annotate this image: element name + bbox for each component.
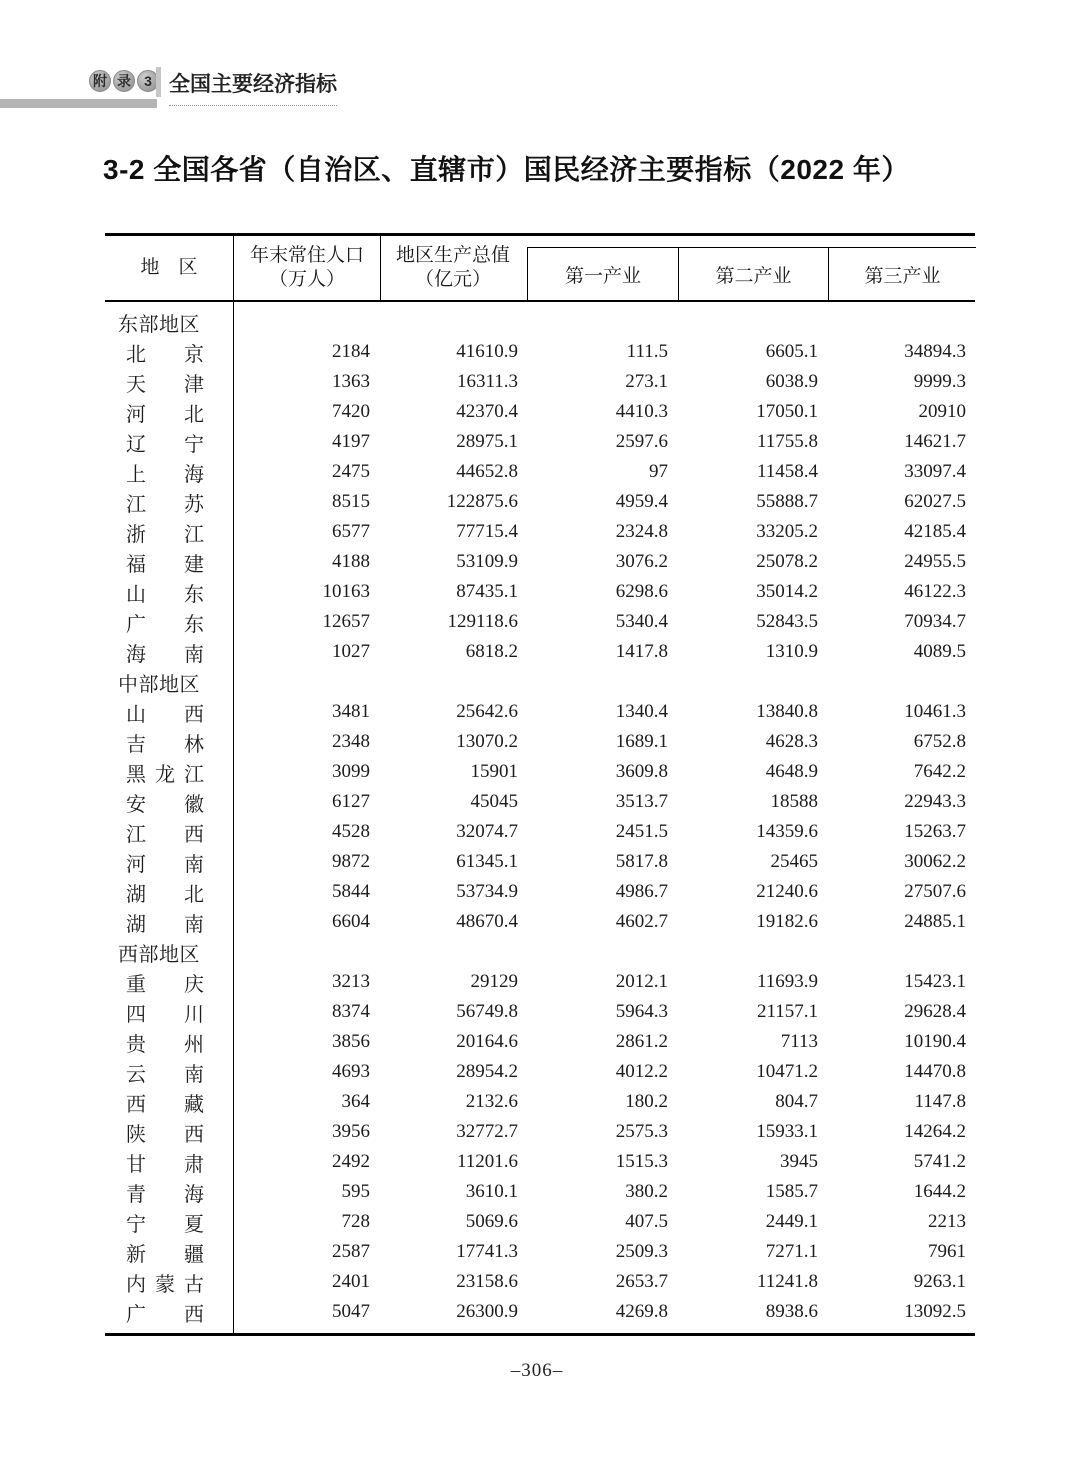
- region-label: 江西: [126, 823, 204, 846]
- value-cell: 5069.6: [465, 1211, 518, 1232]
- region-cell: [105, 1268, 233, 1297]
- table-header: [105, 233, 975, 302]
- column-header-unit: （万人）: [268, 269, 345, 290]
- region-cell: [105, 1238, 233, 1267]
- value-cell: 20164.6: [456, 1031, 518, 1052]
- region-cell: [105, 338, 233, 367]
- value-cell: 2451.5: [615, 821, 668, 842]
- value-cell: 55888.7: [756, 491, 818, 512]
- value-cell: 5047: [332, 1301, 370, 1322]
- industry-subheader-group: [527, 247, 976, 300]
- region-cell: [105, 458, 233, 487]
- region-label: 甘肃: [126, 1153, 204, 1176]
- value-cell: 122875.6: [446, 491, 518, 512]
- value-cell: 407.5: [625, 1211, 668, 1232]
- column-header-label: 地区生产总值: [395, 245, 510, 267]
- value-cell: 87435.1: [456, 581, 518, 602]
- header-divider: [156, 67, 161, 97]
- value-cell: 53109.9: [456, 551, 518, 572]
- column-header-secondary-industry: 第二产业: [678, 248, 828, 300]
- value-cell: 728: [341, 1211, 370, 1232]
- value-cell: 11458.4: [756, 461, 818, 482]
- value-cell: 70934.7: [904, 611, 966, 632]
- value-cell: 8374: [332, 1001, 370, 1022]
- region-label: 内蒙古: [126, 1273, 204, 1296]
- value-cell: 22943.3: [904, 791, 966, 812]
- table-row: [105, 1147, 975, 1177]
- badge-char-icon: 附: [89, 70, 111, 92]
- value-cell: 9263.1: [913, 1271, 966, 1292]
- value-cell: 52843.5: [756, 611, 818, 632]
- value-cell: 10471.2: [756, 1061, 818, 1082]
- value-cell: 14470.8: [904, 1061, 966, 1082]
- column-header-population: [233, 236, 381, 300]
- table-row: [105, 757, 975, 787]
- value-cell: 10190.4: [904, 1031, 966, 1052]
- value-cell: 2475: [332, 461, 370, 482]
- value-cell: 34894.3: [904, 341, 966, 362]
- value-cell: 6127: [332, 791, 370, 812]
- region-label: 海南: [126, 643, 204, 666]
- value-cell: 42185.4: [904, 521, 966, 542]
- value-cell: 24885.1: [904, 911, 966, 932]
- value-cell: 2861.2: [615, 1031, 668, 1052]
- value-cell: 2213: [928, 1211, 966, 1232]
- value-cell: 15263.7: [904, 821, 966, 842]
- column-header-unit: （亿元）: [414, 269, 491, 290]
- running-head-title: 全国主要经济指标: [169, 68, 337, 106]
- table-row: [105, 517, 975, 547]
- value-cell: 12657: [322, 611, 370, 632]
- value-cell: 4188: [332, 551, 370, 572]
- value-cell: 29129: [470, 971, 518, 992]
- region-cell: [105, 1058, 233, 1087]
- value-cell: 6604: [332, 911, 370, 932]
- page-number: –306–: [510, 1360, 564, 1381]
- value-cell: 7113: [780, 1031, 818, 1052]
- value-cell: 14621.7: [904, 431, 966, 452]
- value-cell: 33205.2: [756, 521, 818, 542]
- region-label: 四川: [126, 1003, 204, 1026]
- table-section-row: [105, 307, 975, 337]
- value-cell: 5844: [332, 881, 370, 902]
- column-header-tertiary-industry: 第三产业: [828, 248, 976, 300]
- region-label: 浙江: [126, 523, 204, 546]
- region-label: 宁夏: [126, 1213, 204, 1236]
- value-cell: 2587: [332, 1241, 370, 1262]
- value-cell: 5964.3: [615, 1001, 668, 1022]
- region-cell: [105, 578, 233, 607]
- region-cell: [105, 878, 233, 907]
- table-section-row: [105, 667, 975, 697]
- value-cell: 4959.4: [615, 491, 668, 512]
- value-cell: 24955.5: [904, 551, 966, 572]
- column-header-region: [105, 236, 233, 300]
- region-cell: [105, 1028, 233, 1057]
- value-cell: 4648.9: [765, 761, 818, 782]
- region-label: 上海: [126, 463, 204, 486]
- value-cell: 97: [649, 461, 668, 482]
- value-cell: 25642.6: [456, 701, 518, 722]
- region-label: 云南: [126, 1063, 204, 1086]
- value-cell: 10163: [322, 581, 370, 602]
- table-row: [105, 817, 975, 847]
- region-cell: [105, 908, 233, 937]
- value-cell: 8938.6: [765, 1301, 818, 1322]
- value-cell: 6298.6: [615, 581, 668, 602]
- value-cell: 14264.2: [904, 1121, 966, 1142]
- table-section-row: [105, 937, 975, 967]
- region-label: 吉林: [126, 733, 204, 756]
- table-row: [105, 1207, 975, 1237]
- value-cell: 2492: [332, 1151, 370, 1172]
- value-cell: 44652.8: [456, 461, 518, 482]
- value-cell: 380.2: [625, 1181, 668, 1202]
- value-cell: 3076.2: [615, 551, 668, 572]
- value-cell: 35014.2: [756, 581, 818, 602]
- table-body: [105, 302, 975, 1336]
- badge-char-icon: 3: [137, 70, 159, 92]
- value-cell: 111.5: [626, 341, 668, 362]
- region-label: 河南: [126, 853, 204, 876]
- value-cell: 16311.3: [456, 371, 518, 392]
- value-cell: 6038.9: [765, 371, 818, 392]
- region-label: 西藏: [126, 1093, 204, 1116]
- value-cell: 3856: [332, 1031, 370, 1052]
- value-cell: 11693.9: [756, 971, 818, 992]
- value-cell: 29628.4: [904, 1001, 966, 1022]
- value-cell: 15423.1: [904, 971, 966, 992]
- region-cell: [105, 398, 233, 427]
- value-cell: 4269.8: [615, 1301, 668, 1322]
- value-cell: 2324.8: [615, 521, 668, 542]
- value-cell: 14359.6: [756, 821, 818, 842]
- region-cell: [105, 788, 233, 817]
- value-cell: 61345.1: [456, 851, 518, 872]
- value-cell: 364: [341, 1091, 370, 1112]
- value-cell: 1689.1: [615, 731, 668, 752]
- region-cell: [105, 968, 233, 997]
- table-row: [105, 367, 975, 397]
- value-cell: 21240.6: [756, 881, 818, 902]
- column-header-primary-industry: 第一产业: [564, 265, 641, 287]
- column-header-gdp: [379, 236, 527, 300]
- value-cell: 6752.8: [913, 731, 966, 752]
- value-cell: 3945: [780, 1151, 818, 1172]
- value-cell: 1310.9: [765, 641, 818, 662]
- value-cell: 2449.1: [765, 1211, 818, 1232]
- region-label: 天津: [126, 373, 204, 396]
- value-cell: 25078.2: [756, 551, 818, 572]
- table-row: [105, 1297, 975, 1327]
- value-cell: 13092.5: [904, 1301, 966, 1322]
- value-cell: 1644.2: [913, 1181, 966, 1202]
- table-row: [105, 787, 975, 817]
- region-cell: [105, 758, 233, 787]
- value-cell: 5340.4: [615, 611, 668, 632]
- value-cell: 62027.5: [904, 491, 966, 512]
- table-row: [105, 1237, 975, 1267]
- table-row: [105, 967, 975, 997]
- region-cell: [105, 938, 233, 967]
- region-label: 江苏: [126, 493, 204, 516]
- table-row: [105, 607, 975, 637]
- table-row: [105, 1117, 975, 1147]
- region-cell: [105, 818, 233, 847]
- table-row: [105, 637, 975, 667]
- table-row: [105, 727, 975, 757]
- value-cell: 1417.8: [615, 641, 668, 662]
- value-cell: 42370.4: [456, 401, 518, 422]
- table-row: [105, 397, 975, 427]
- value-cell: 48670.4: [456, 911, 518, 932]
- value-cell: 5741.2: [913, 1151, 966, 1172]
- region-label: 北京: [126, 343, 204, 366]
- value-cell: 2348: [332, 731, 370, 752]
- region-cell: [105, 1178, 233, 1207]
- value-cell: 18588: [770, 791, 818, 812]
- section-label: 西部地区: [118, 943, 200, 966]
- table-row: [105, 1027, 975, 1057]
- region-label: 青海: [126, 1183, 204, 1206]
- value-cell: 10461.3: [904, 701, 966, 722]
- table-row: [105, 427, 975, 457]
- value-cell: 3213: [332, 971, 370, 992]
- region-cell: [105, 998, 233, 1027]
- value-cell: 8515: [332, 491, 370, 512]
- value-cell: 595: [341, 1181, 370, 1202]
- value-cell: 11755.8: [756, 431, 818, 452]
- region-cell: [105, 698, 233, 727]
- value-cell: 180.2: [625, 1091, 668, 1112]
- region-label: 安徽: [126, 793, 204, 816]
- region-label: 福建: [126, 553, 204, 576]
- value-cell: 9872: [332, 851, 370, 872]
- table-row: [105, 337, 975, 367]
- value-cell: 3956: [332, 1121, 370, 1142]
- value-cell: 13070.2: [456, 731, 518, 752]
- table-row: [105, 547, 975, 577]
- value-cell: 20910: [918, 401, 966, 422]
- region-label: 新疆: [126, 1243, 204, 1266]
- value-cell: 2012.1: [615, 971, 668, 992]
- value-cell: 7961: [928, 1241, 966, 1262]
- region-cell: [105, 1208, 233, 1237]
- table-row: [105, 1087, 975, 1117]
- value-cell: 32074.7: [456, 821, 518, 842]
- value-cell: 1585.7: [765, 1181, 818, 1202]
- value-cell: 46122.3: [904, 581, 966, 602]
- table-row: [105, 1267, 975, 1297]
- value-cell: 19182.6: [756, 911, 818, 932]
- running-head: [0, 68, 1074, 112]
- value-cell: 1363: [332, 371, 370, 392]
- table-row: [105, 907, 975, 937]
- region-cell: [105, 728, 233, 757]
- value-cell: 2597.6: [615, 431, 668, 452]
- table-row: [105, 877, 975, 907]
- region-label: 重庆: [126, 973, 204, 996]
- value-cell: 45045: [470, 791, 518, 812]
- region-label: 广西: [126, 1303, 204, 1326]
- value-cell: 11201.6: [456, 1151, 518, 1172]
- region-cell: [105, 1088, 233, 1117]
- value-cell: 3610.1: [465, 1181, 518, 1202]
- value-cell: 4602.7: [615, 911, 668, 932]
- value-cell: 7271.1: [765, 1241, 818, 1262]
- value-cell: 2132.6: [465, 1091, 518, 1112]
- region-label: 广东: [126, 613, 204, 636]
- table-row: [105, 697, 975, 727]
- value-cell: 77715.4: [456, 521, 518, 542]
- value-cell: 56749.8: [456, 1001, 518, 1022]
- value-cell: 6818.2: [465, 641, 518, 662]
- table-row: [105, 997, 975, 1027]
- value-cell: 30062.2: [904, 851, 966, 872]
- value-cell: 3609.8: [615, 761, 668, 782]
- region-cell: [105, 368, 233, 397]
- value-cell: 4693: [332, 1061, 370, 1082]
- value-cell: 804.7: [775, 1091, 818, 1112]
- value-cell: 273.1: [625, 371, 668, 392]
- value-cell: 9999.3: [913, 371, 966, 392]
- value-cell: 15901: [470, 761, 518, 782]
- value-cell: 4986.7: [615, 881, 668, 902]
- value-cell: 41610.9: [456, 341, 518, 362]
- value-cell: 17741.3: [456, 1241, 518, 1262]
- section-label: 中部地区: [118, 673, 200, 696]
- table-row: [105, 487, 975, 517]
- value-cell: 1027: [332, 641, 370, 662]
- value-cell: 4410.3: [615, 401, 668, 422]
- header-gray-bar: [0, 99, 157, 108]
- value-cell: 33097.4: [904, 461, 966, 482]
- table-row: [105, 1057, 975, 1087]
- table-row: [105, 457, 975, 487]
- value-cell: 13840.8: [756, 701, 818, 722]
- region-label: 河北: [126, 403, 204, 426]
- value-cell: 23158.6: [456, 1271, 518, 1292]
- value-cell: 4089.5: [913, 641, 966, 662]
- value-cell: 1340.4: [615, 701, 668, 722]
- value-cell: 4528: [332, 821, 370, 842]
- region-column-divider: [233, 302, 234, 1333]
- region-cell: [105, 1148, 233, 1177]
- value-cell: 3099: [332, 761, 370, 782]
- value-cell: 1147.8: [914, 1091, 966, 1112]
- statistics-table: [105, 233, 975, 1336]
- region-cell: [105, 668, 233, 697]
- value-cell: 129118.6: [447, 611, 518, 632]
- value-cell: 7420: [332, 401, 370, 422]
- value-cell: 2653.7: [615, 1271, 668, 1292]
- value-cell: 5817.8: [615, 851, 668, 872]
- value-cell: 11241.8: [756, 1271, 818, 1292]
- region-cell: [105, 848, 233, 877]
- value-cell: 25465: [770, 851, 818, 872]
- column-header-label: 年末常住人口: [249, 245, 364, 267]
- region-cell: [105, 608, 233, 637]
- table-row: [105, 847, 975, 877]
- region-label: 湖南: [126, 913, 204, 936]
- value-cell: 2575.3: [615, 1121, 668, 1142]
- section-label: 东部地区: [118, 313, 200, 336]
- value-cell: 26300.9: [456, 1301, 518, 1322]
- value-cell: 2184: [332, 341, 370, 362]
- page-title: 3-2 全国各省（自治区、直辖市）国民经济主要指标（2022 年）: [103, 154, 910, 185]
- value-cell: 28954.2: [456, 1061, 518, 1082]
- region-cell: [105, 428, 233, 457]
- value-cell: 7642.2: [913, 761, 966, 782]
- region-cell: [105, 488, 233, 517]
- value-cell: 17050.1: [756, 401, 818, 422]
- region-cell: [105, 548, 233, 577]
- value-cell: 4012.2: [615, 1061, 668, 1082]
- value-cell: 2509.3: [615, 1241, 668, 1262]
- region-label: 山东: [126, 583, 204, 606]
- table-row: [105, 1177, 975, 1207]
- region-label: 山西: [126, 703, 204, 726]
- region-label: 辽宁: [126, 433, 204, 456]
- region-label: 贵州: [126, 1033, 204, 1056]
- table-row: [105, 577, 975, 607]
- value-cell: 21157.1: [756, 1001, 818, 1022]
- value-cell: 4628.3: [765, 731, 818, 752]
- value-cell: 1515.3: [615, 1151, 668, 1172]
- badge-char-icon: 录: [113, 70, 135, 92]
- column-header-label: 地 区: [140, 257, 198, 279]
- region-label: 湖北: [126, 883, 204, 906]
- region-cell: [105, 638, 233, 667]
- region-cell: [105, 518, 233, 547]
- region-label: 陕西: [126, 1123, 204, 1146]
- value-cell: 6605.1: [765, 341, 818, 362]
- value-cell: 3513.7: [615, 791, 668, 812]
- value-cell: 27507.6: [904, 881, 966, 902]
- value-cell: 28975.1: [456, 431, 518, 452]
- value-cell: 2401: [332, 1271, 370, 1292]
- region-cell: [105, 1298, 233, 1327]
- region-label: 黑龙江: [126, 763, 204, 786]
- value-cell: 53734.9: [456, 881, 518, 902]
- value-cell: 6577: [332, 521, 370, 542]
- value-cell: 4197: [332, 431, 370, 452]
- value-cell: 32772.7: [456, 1121, 518, 1142]
- region-cell: [105, 1118, 233, 1147]
- appendix-badge: [89, 70, 159, 92]
- value-cell: 15933.1: [756, 1121, 818, 1142]
- region-cell: [105, 308, 233, 337]
- value-cell: 3481: [332, 701, 370, 722]
